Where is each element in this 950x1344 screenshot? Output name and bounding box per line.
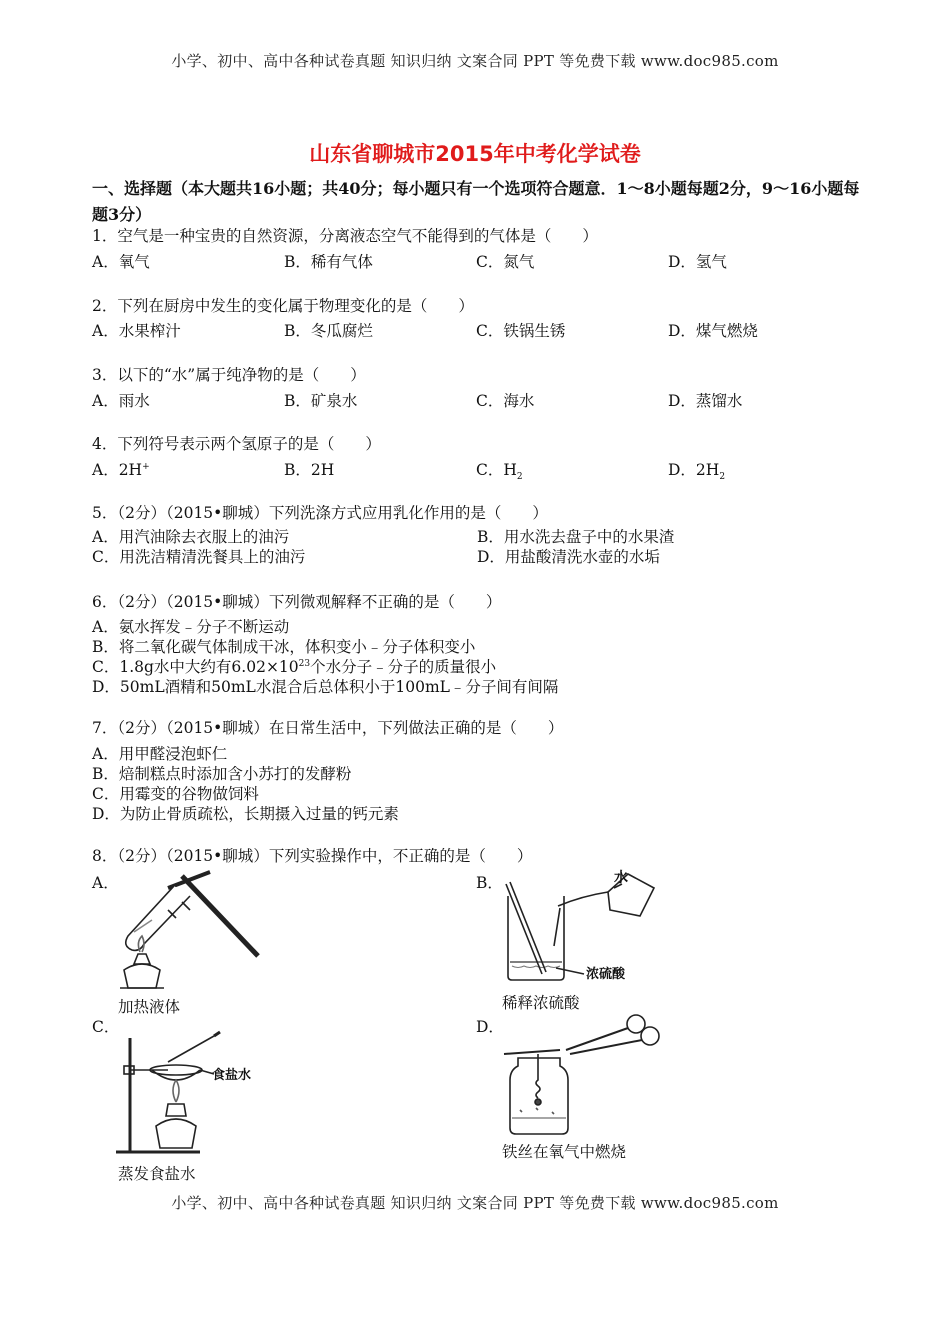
heating-liquid-figure: [110, 866, 270, 994]
option-c-letter: C．: [92, 1018, 120, 1036]
caption-a: 加热液体: [118, 998, 181, 1016]
option-a: A．雨水: [92, 392, 150, 410]
question-5-options: [92, 527, 872, 567]
option-a: A．用甲醛浸泡虾仁: [92, 745, 228, 763]
option-b-letter: B．: [476, 874, 503, 892]
option-b: B．稀有气体: [284, 253, 373, 271]
salt-water-label: 食盐水: [212, 1068, 252, 1083]
option-b: B．2H: [284, 461, 335, 479]
option-c: C．用洗洁精清洗餐具上的油污: [92, 548, 306, 566]
option-c: C．海水: [476, 392, 535, 410]
option-c: C．铁锅生锈: [476, 322, 566, 340]
question-4-stem: 4．下列符号表示两个氢原子的是（ ）: [92, 435, 381, 453]
option-a: A．2H+: [92, 461, 150, 479]
option-c: C．用霉变的谷物做饲料: [92, 785, 259, 803]
question-3-options: [92, 389, 872, 411]
option-d: D．氢气: [668, 253, 727, 271]
option-a: A．氧气: [92, 253, 150, 271]
option-d: D．为防止骨质疏松，长期摄入过量的钙元素: [92, 805, 399, 823]
section-heading: 一、选择题（本大题共16小题；共40分；每小题只有一个选项符合题意．1～8小题每题2分，9～16小题每题3分）: [92, 179, 860, 224]
acid-label: 浓硫酸: [586, 967, 626, 982]
caption-d: 铁丝在氧气中燃烧: [502, 1143, 627, 1161]
option-d: D．煤气燃烧: [668, 322, 758, 340]
page-footer: 小学、初中、高中各种试卷真题 知识归纳 文案合同 PPT 等免费下载 www.doc985.com: [171, 1194, 779, 1212]
question-4-options: [92, 458, 872, 482]
water-label: 水: [614, 870, 628, 886]
iron-wire-figure: [496, 1010, 666, 1140]
option-c: C．1.8g水中大约有$6.02\times 10^{23}$个水分子﹣分子的质量很小: [92, 658, 497, 676]
option-d-letter: D．: [476, 1018, 504, 1036]
option-b: B．焙制糕点时添加含小苏打的发酵粉: [92, 765, 352, 783]
page-title: 山东省聊城市2015年中考化学试卷: [309, 142, 641, 166]
caption-c: 蒸发食盐水: [118, 1165, 196, 1183]
option-d: D．$2H_2$: [668, 461, 726, 483]
option-d: D．蒸馏水: [668, 392, 743, 410]
question-5-stem: 5．（2分）（2015•聊城）下列洗涤方式应用乳化作用的是（ ）: [92, 504, 548, 522]
option-d: D．用盐酸清洗水壶的水垢: [477, 548, 660, 566]
evaporation-figure: [108, 1030, 288, 1160]
question-7-stem: 7．（2分）（2015•聊城）在日常生活中，下列做法正确的是（ ）: [92, 719, 564, 737]
page-header: 小学、初中、高中各种试卷真题 知识归纳 文案合同 PPT 等免费下载 www.doc985.com: [171, 52, 779, 70]
option-c: C．氮气: [476, 253, 535, 271]
option-c: C．$H_2$: [476, 461, 523, 483]
question-2-options: [92, 319, 872, 341]
option-b: B．将二氧化碳气体制成干冰，体积变小﹣分子体积变小: [92, 638, 476, 656]
question-8-stem: 8．（2分）（2015•聊城）下列实验操作中，不正确的是（ ）: [92, 847, 533, 865]
option-a-letter: A．: [92, 874, 119, 892]
question-2-stem: 2．下列在厨房中发生的变化属于物理变化的是（ ）: [92, 297, 474, 315]
option-b: B．冬瓜腐烂: [284, 322, 373, 340]
option-d: D．50mL酒精和50mL水混合后总体积小于100mL﹣分子间有间隔: [92, 678, 559, 696]
question-6-stem: 6．（2分）（2015•聊城）下列微观解释不正确的是（ ）: [92, 593, 502, 611]
option-a: A．用汽油除去衣服上的油污: [92, 528, 290, 546]
option-a: A．氨水挥发﹣分子不断运动: [92, 618, 290, 636]
option-b: B．用水洗去盘子中的水果渣: [477, 528, 675, 546]
option-b: B．矿泉水: [284, 392, 358, 410]
option-a: A．水果榨汁: [92, 322, 181, 340]
caption-b: 稀释浓硫酸: [502, 994, 580, 1012]
dilute-acid-figure: [496, 866, 676, 986]
question-1-options: [92, 250, 872, 272]
question-1-stem: 1．空气是一种宝贵的自然资源，分离液态空气不能得到的气体是（ ）: [92, 227, 598, 245]
question-3-stem: 3．以下的“水”属于纯净物的是（ ）: [92, 366, 366, 384]
